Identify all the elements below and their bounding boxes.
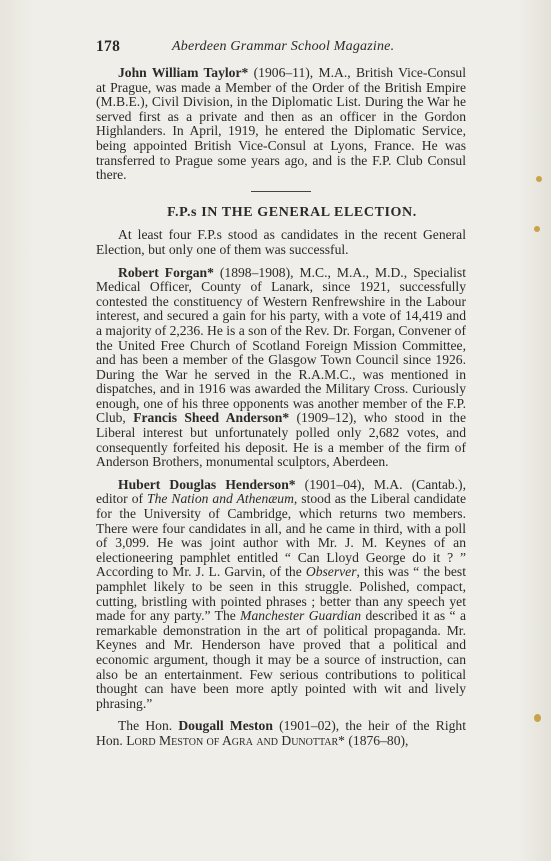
paragraph-text: (1909–12), who stood in the Liberal interest but unfortunately polled only 2,682 votes, and consequently forfeited his deposit. He is a member of the firm of Anderson Brothers, monumental sculptors, Aberdeen.: [96, 410, 467, 470]
margin-mark: [536, 176, 542, 182]
paragraph-forgan: [96, 266, 466, 470]
section-title: F.P.s IN THE GENERAL ELECTION.: [167, 204, 417, 220]
running-title: Aberdeen Grammar School Magazine.: [172, 39, 395, 54]
margin-mark: [534, 226, 540, 232]
person-title: Lord Meston of Agra and Dunottar*: [126, 732, 345, 748]
paragraph-text: The Hon.: [118, 718, 179, 734]
paragraph-text: (1876–80),: [344, 732, 409, 748]
publication-title: Manchester Guardian: [240, 608, 362, 624]
publication-title: Observer: [305, 564, 357, 580]
margin-mark: [534, 714, 541, 722]
page-header: [96, 38, 466, 60]
section-divider: [251, 191, 311, 192]
paragraph-text: described it as “ a remarkable demonstration in the art of political propaganda. Mr. Keynes and Mr. Henderson have proved that a political and economic argument, though it may be a source of instruction, can also be an entertainment. Few serious contributions to political thought can have been more aptly pointed with wit and lively phrasing.”: [96, 608, 467, 711]
paragraph-text: (1901–04), M.A. (Cantab.), editor of: [96, 476, 466, 507]
paragraph-meston: [96, 719, 466, 748]
person-name: Dougall Meston: [178, 718, 273, 734]
person-name: Francis Sheed Anderson*: [133, 410, 290, 426]
paragraph-intro: At least four F.P.s stood as candidates in the recent General Election, but only one of them was successful.: [96, 227, 466, 257]
paragraph-text: (1898–1908), M.C., M.A., M.D., Specialist Medical Officer, County of Lanark, since 1921, successfully contested the constituency of Western Renfrewshire in the Labour interest, and secured a gain for his party, with a vote of 14,419 and a majority of 2,236. He is a son of the Rev. Dr. Forgan, Convener of the United Free Church of Scotland Foreign Mission Committee, and has been a member of the Glasgow Town Council since 1926. During the War he served in the R.A.M.C., was mentioned in dispatches, and in 1916 was awarded the Military Cross. Curiously enough, one of his three opponents was another member of the F.P. Club,: [96, 264, 466, 426]
paragraph-taylor: [96, 66, 466, 183]
article-body: [96, 66, 466, 757]
paragraph-henderson: [96, 478, 466, 712]
page-number: 178: [96, 38, 121, 55]
publication-title: The Nation and Athenæum: [147, 491, 294, 507]
person-name: Hubert Douglas Henderson*: [118, 476, 296, 492]
paragraph-text: , this was “ the best pamphlet likely to be seen in this struggle. Polished, compact, cutting, bristling with pointed phrases ; better than any speech yet made for any party.” The: [96, 564, 466, 624]
paragraph-text: (1901–02), the heir of the Right Hon.: [96, 718, 466, 748]
paragraph-text: , stood as the Liberal candidate for the University of Cambridge, which returns two members. There were four candidates in all, and he came in third, with a poll of 3,099. He was joint author with Mr. J. M. Keynes of an electioneering pamphlet entitled “ Can Lloyd George do it ? ” According to Mr. J. L. Garvin, of the: [96, 491, 466, 580]
paragraph-text: (1906–11), M.A., British Vice-Consul at Prague, was made a Member of the Order of the British Empire (M.B.E.), Civil Division, in the Diplomatic List. During the War he served first as a private and then as an officer in the Gordon Highlanders. In April, 1919, he entered the Diplomatic Service, being appointed British Vice-Consul at Lyons, France. He was transferred to Prague some years ago, and is the F.P. Club Consul there.: [96, 65, 466, 183]
person-name: John William Taylor*: [118, 65, 249, 80]
person-name: Robert Forgan*: [118, 264, 214, 280]
